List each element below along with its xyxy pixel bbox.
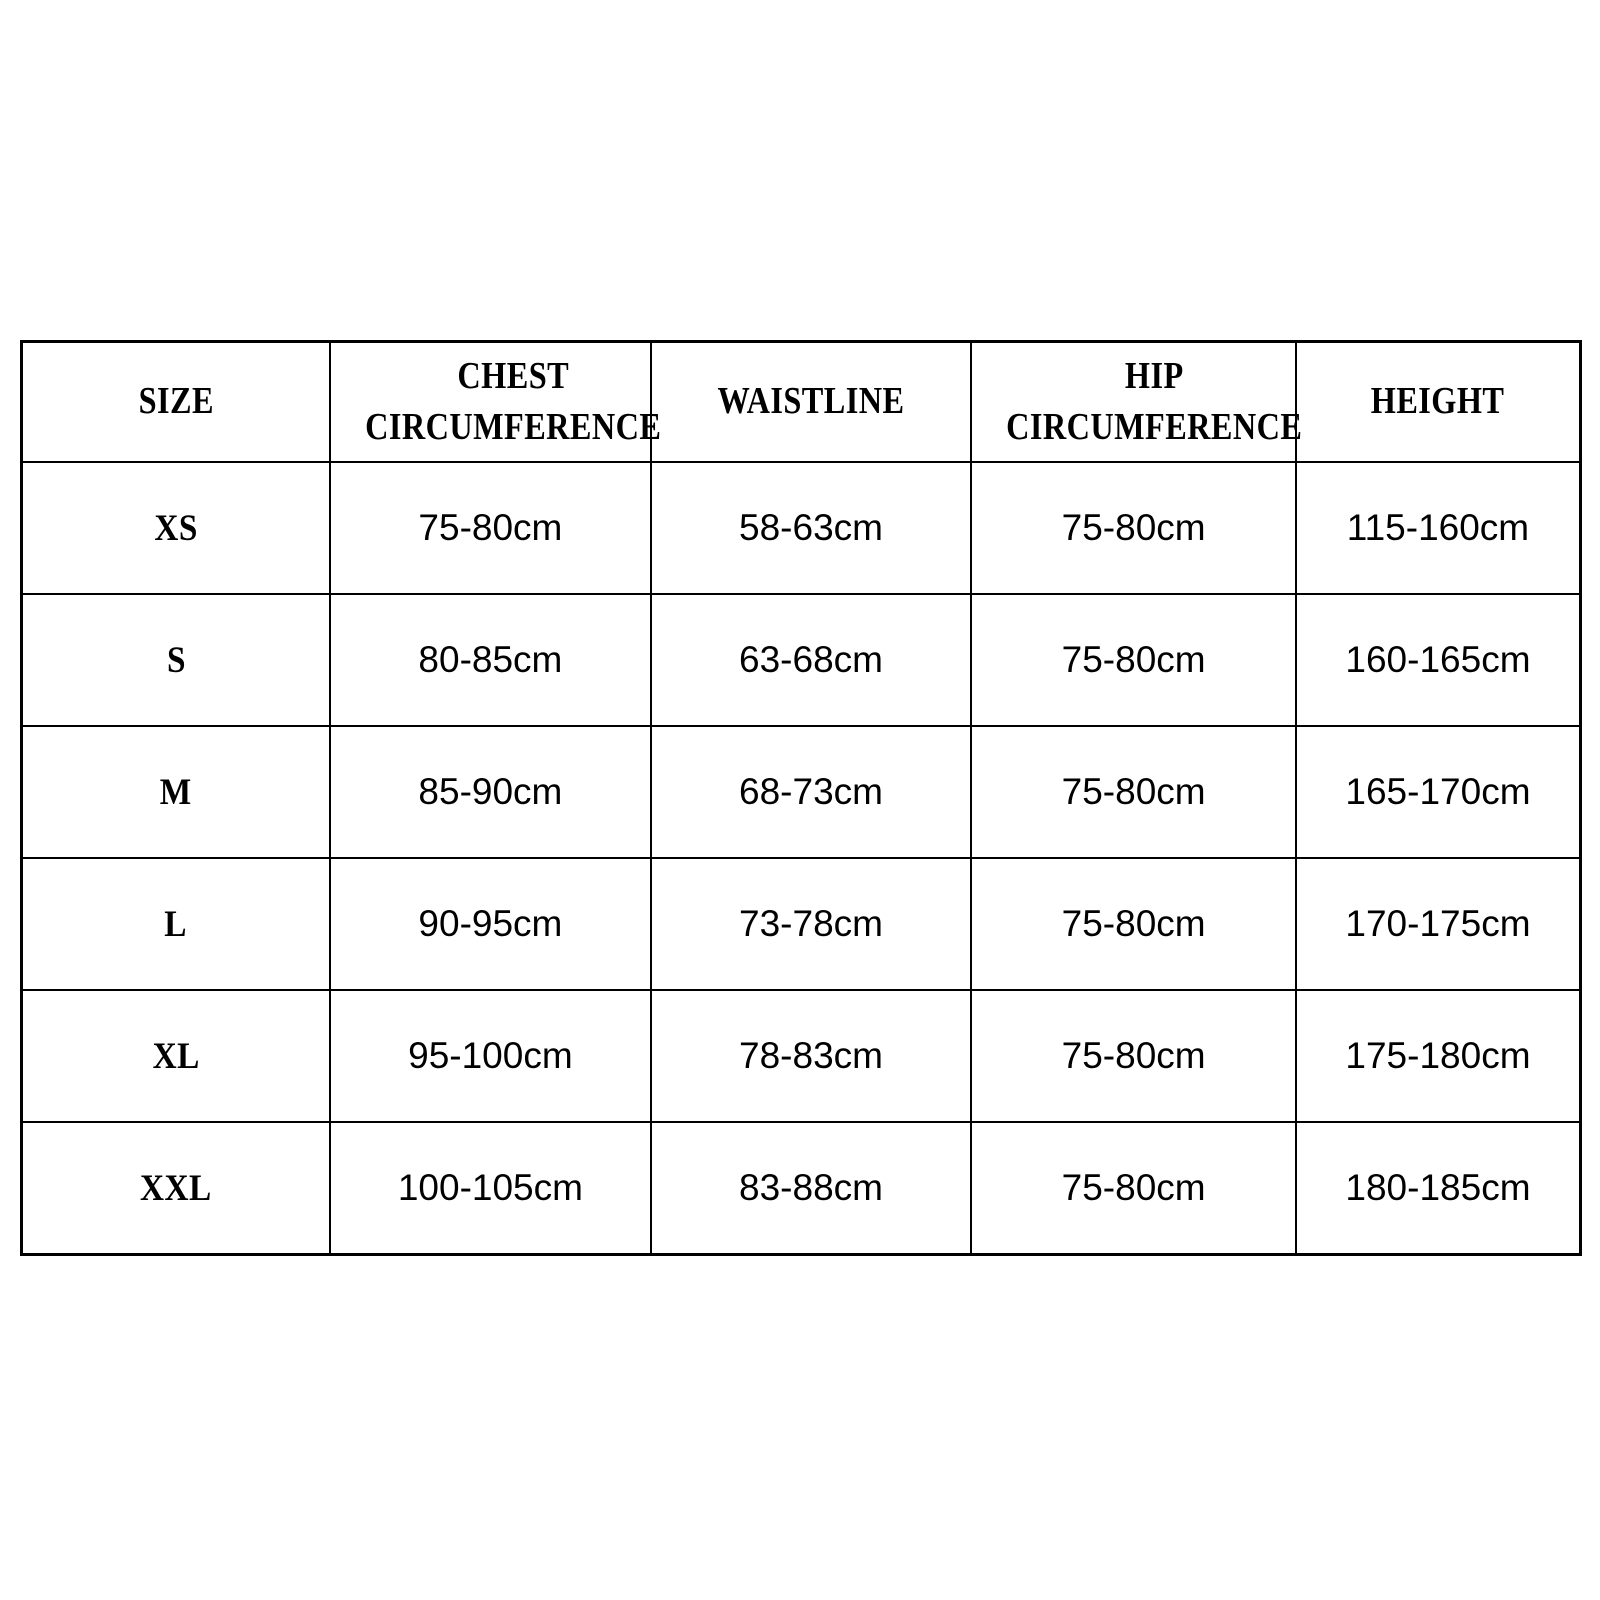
header-cell-size — [22, 342, 331, 463]
value-chest: 90-95cm — [418, 903, 563, 944]
size-label: XXL — [140, 1167, 212, 1209]
value-hip: 75-80cm — [1061, 1035, 1206, 1076]
cell-waist-xl — [651, 990, 972, 1122]
size-label: M — [160, 771, 192, 813]
value-height: 175-180cm — [1345, 1035, 1531, 1076]
header-label-height: HEIGHT — [1371, 380, 1505, 423]
cell-chest-xl — [330, 990, 651, 1122]
cell-hip-s — [971, 594, 1296, 726]
value-hip: 75-80cm — [1061, 771, 1206, 812]
value-height: 170-175cm — [1345, 903, 1531, 944]
cell-waist-m — [651, 726, 972, 858]
cell-size-l — [22, 858, 331, 990]
cell-height-m — [1296, 726, 1581, 858]
value-waist: 78-83cm — [739, 1035, 883, 1076]
cell-chest-m — [330, 726, 651, 858]
cell-hip-xl — [971, 990, 1296, 1122]
value-chest: 80-85cm — [418, 639, 563, 680]
size-label: XL — [152, 1035, 200, 1077]
header-label-waist: WAISTLINE — [717, 380, 905, 423]
cell-height-xl — [1296, 990, 1581, 1122]
size-label: S — [166, 639, 186, 681]
value-waist: 58-63cm — [739, 507, 883, 548]
table-row-xxl — [22, 1122, 1581, 1255]
header-label-size: SIZE — [138, 380, 214, 423]
value-chest: 100-105cm — [397, 1167, 583, 1208]
value-chest: 95-100cm — [408, 1035, 573, 1076]
cell-chest-l — [330, 858, 651, 990]
value-waist: 73-78cm — [739, 903, 883, 944]
size-chart-table — [20, 340, 1582, 1256]
value-chest: 75-80cm — [418, 507, 563, 548]
cell-size-xxl — [22, 1122, 331, 1255]
size-label: XS — [154, 507, 198, 549]
value-hip: 75-80cm — [1061, 639, 1206, 680]
value-hip: 75-80cm — [1061, 1167, 1206, 1208]
header-label-hip: HIP CIRCUMFERENCE — [1006, 354, 1303, 448]
cell-height-xs — [1296, 462, 1581, 594]
value-chest: 85-90cm — [418, 771, 563, 812]
size-label: L — [164, 903, 188, 945]
cell-height-l — [1296, 858, 1581, 990]
cell-hip-xxl — [971, 1122, 1296, 1255]
cell-waist-l — [651, 858, 972, 990]
value-height: 180-185cm — [1345, 1167, 1531, 1208]
cell-chest-xs — [330, 462, 651, 594]
header-label-chest: CHEST CIRCUMFERENCE — [365, 354, 662, 448]
table-row-m — [22, 726, 1581, 858]
cell-size-s — [22, 594, 331, 726]
value-hip: 75-80cm — [1061, 903, 1206, 944]
cell-hip-m — [971, 726, 1296, 858]
table-row-s — [22, 594, 1581, 726]
value-hip: 75-80cm — [1061, 507, 1206, 548]
cell-waist-xs — [651, 462, 972, 594]
header-cell-waist — [651, 342, 972, 463]
header-cell-chest — [330, 342, 662, 463]
cell-chest-xxl — [330, 1122, 651, 1255]
table-row-xs — [22, 462, 1581, 594]
value-height: 165-170cm — [1345, 771, 1531, 812]
value-height: 160-165cm — [1345, 639, 1531, 680]
value-height: 115-160cm — [1346, 507, 1530, 548]
value-waist: 63-68cm — [739, 639, 883, 680]
cell-hip-xs — [971, 462, 1296, 594]
header-cell-hip — [971, 342, 1303, 463]
header-row — [22, 342, 1581, 463]
table-row-l — [22, 858, 1581, 990]
cell-waist-xxl — [651, 1122, 972, 1255]
value-waist: 68-73cm — [739, 771, 883, 812]
cell-waist-s — [651, 594, 972, 726]
cell-height-s — [1296, 594, 1581, 726]
cell-size-xl — [22, 990, 331, 1122]
cell-size-xs — [22, 462, 331, 594]
cell-chest-s — [330, 594, 651, 726]
value-waist: 83-88cm — [739, 1167, 883, 1208]
header-cell-height — [1296, 342, 1581, 463]
table-body — [22, 462, 1581, 1255]
cell-height-xxl — [1296, 1122, 1581, 1255]
cell-hip-l — [971, 858, 1296, 990]
cell-size-m — [22, 726, 331, 858]
table-row-xl — [22, 990, 1581, 1122]
